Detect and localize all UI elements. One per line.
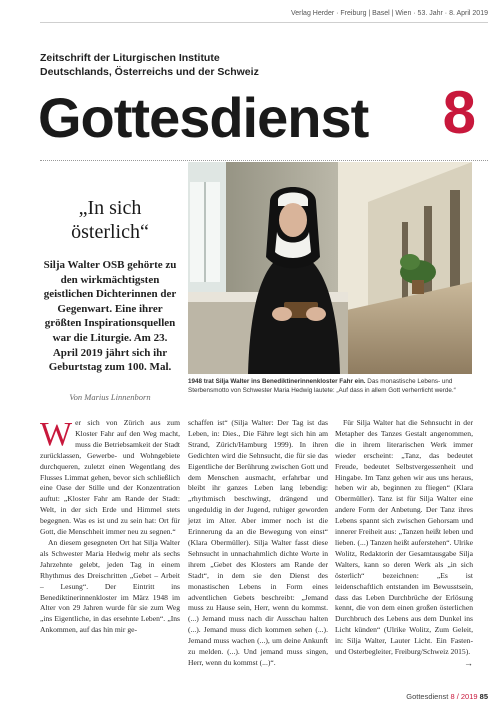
masthead-title: Gottesdienst [38,86,369,149]
article-byline: Von Marius Linnenborn [69,392,151,402]
article-column-1 [40,418,180,636]
drop-cap: W [40,416,73,453]
col3-paragraph-1: Für Silja Walter hat die Sehnsucht in der Metapher des Tanzes Gestalt angenommen, die in ihrem literarischen Werk immer wieder erscheint: „Tanz, das bedeutet Freude, bedeutet Selbstvergessenheit und Hingabe. Im Tanz gehen wir aus uns heraus, heben wir ab, beginnen zu fliegen“ (Klara Obermüller). Tanz ist für Silja Walter eine andere Form der Anbetung. Der Tanz ihres Lebens spannt sich zwischen Gehorsam und innerer Freiheit aus: „Tanzen heißt leben und lieben. (...) Tanzen heißt auferstehen“. Ulrike Wolitz, Redaktorin der Gesamtausgabe Silja Walters, kann so deren Werk als „in sich österlich“ bezeichnen: „Es ist leidenschaftlich entstanden im Bewusstsein, dass das Leben Durchbrüche der Erlösung kennt, die von dem einen großen österlichen Durchbruch des Lebens aus dem Dunkel ins Licht künden“ (Ulrike Wolitz, Zum Geleit, in: Silja Walter, Lauter Licht. Ein Fasten- und Osterbegleiter, Freiburg/Schweiz 2015). [335,418,473,657]
col2-paragraph-1: schaffen ist“ (Silja Walter: Der Tag ist das Leben, in: Dies., Die Fähre legt sich hin am Strand, Zürich/Hamburg 1999). In ihren Gedichten wird die Sehnsucht, die für sie das Eigentliche der Berührung zwischen Gott und dem Menschen ausmacht, erfahrbar und bleibt ihr ganzes Leben lang lebendig: „rhythmisch beschwingt, drängend und ungeduldig in der Jugend, ruhiger geworden jetzt im Alter. Aber immer noch ist die Erinnerung da an die Bewegung von einst“ (Klara Obermüller). Silja Walter fasst diese Sehnsucht in unnachahmlich dichte Worte in ihrem „Gebet des Klosters am Rande der Stadt“, in dem sie den Dienst des monastischen Lebens in Form eines adventlichen Gebets beschreibt: „Jemand muss zu Hause sein, Herr, wenn du kommst. (...) Jemand muss nach dir Ausschau halten (...). Jemand muss dich kommen sehen (...). Jemand muss wachen (...), um deine Ankunft zu melden. (...). Und jemand muss singen, Herr, wenn du kommst (...)“. [188,418,328,667]
nun-portrait-photo [188,162,472,374]
header-rule [40,22,488,23]
publisher-line: Verlag Herder · Freiburg | Basel | Wien · 53. Jahr · 8. April 2019 [290,10,488,17]
article-headline: „In sich österlich“ [71,197,149,243]
subtitle-line-1: Zeitschrift der Liturgischen Institute [40,52,220,64]
subtitle-line-2: Deutschlands, Österreichs und der Schweiz [40,66,259,78]
footer-issue: 8 / 2019 [450,692,478,701]
col1-paragraph-2: An diesem gesegneten Ort hat Silja Walter als Schwester Maria Hedwig mehr als sechs Jahrzehnte gelebt, jeden Tag in einem Rhythmus des Dreischritten „Gebet – Arbeit – Lesung“. Der Eintritt ins Benediktinerinnenkloster im März 1948 im Alter von 29 Jahren wurde für sie zum Weg „ins Eigentliche, in das ersehnte Leben“. „Ins Ankommen, auf das hin mir ge- [40,537,180,635]
continue-arrow-icon: → [464,657,473,668]
photo-caption [188,378,472,395]
col1-paragraph-1: er sich von Zürich aus zum Kloster Fahr auf den Weg macht, muss die Betriebsamkeit der Stadt zurücklassen, Gewerbe- und Wohngebiete durchqueren, zuletzt einen Wegentlang des Flusses Limmat gehen, bevor sich schließlich eine Oase der Stille und der Konzentration auftut: „Kloster Fahr am Rande der Stadt: Welt, in der sich Erde und Himmel stets begegnen. Was es ist und zu sein hat: Ort für Gott, die Menschheit immer neu zu segnen.“ [40,418,180,537]
article-column-3 [335,418,473,669]
caption-bold: 1948 trat Silja Walter ins Benediktinerinnenkloster Fahr ein. [188,378,366,385]
issue-number: 8 [442,79,476,146]
masthead-divider [40,160,488,161]
masthead-subtitle [40,51,259,79]
article-lede: Silja Walter OSB gehörte zu den wirkmächtigsten geistlichen Dichterinnen der Gegenwart. Eine ihrer größten Inspirationsquellen war die Liturgie. Am 23. April 2019 jährt sich ihr Geburtstag zum 100. Mal. [43,259,177,374]
article-paragraph [40,418,180,538]
page-footer [406,692,488,701]
article-column-2 [188,418,328,669]
photo-illustration [188,162,472,374]
caption-text: Das monastische Lebens- und Sterbensmotto von Schwester Maria Hedwig lautete: „Auf dass in allem Gott verherrlicht werde.“ [188,378,456,394]
page-number: 85 [479,692,488,701]
footer-journal: Gottesdienst [406,692,449,701]
